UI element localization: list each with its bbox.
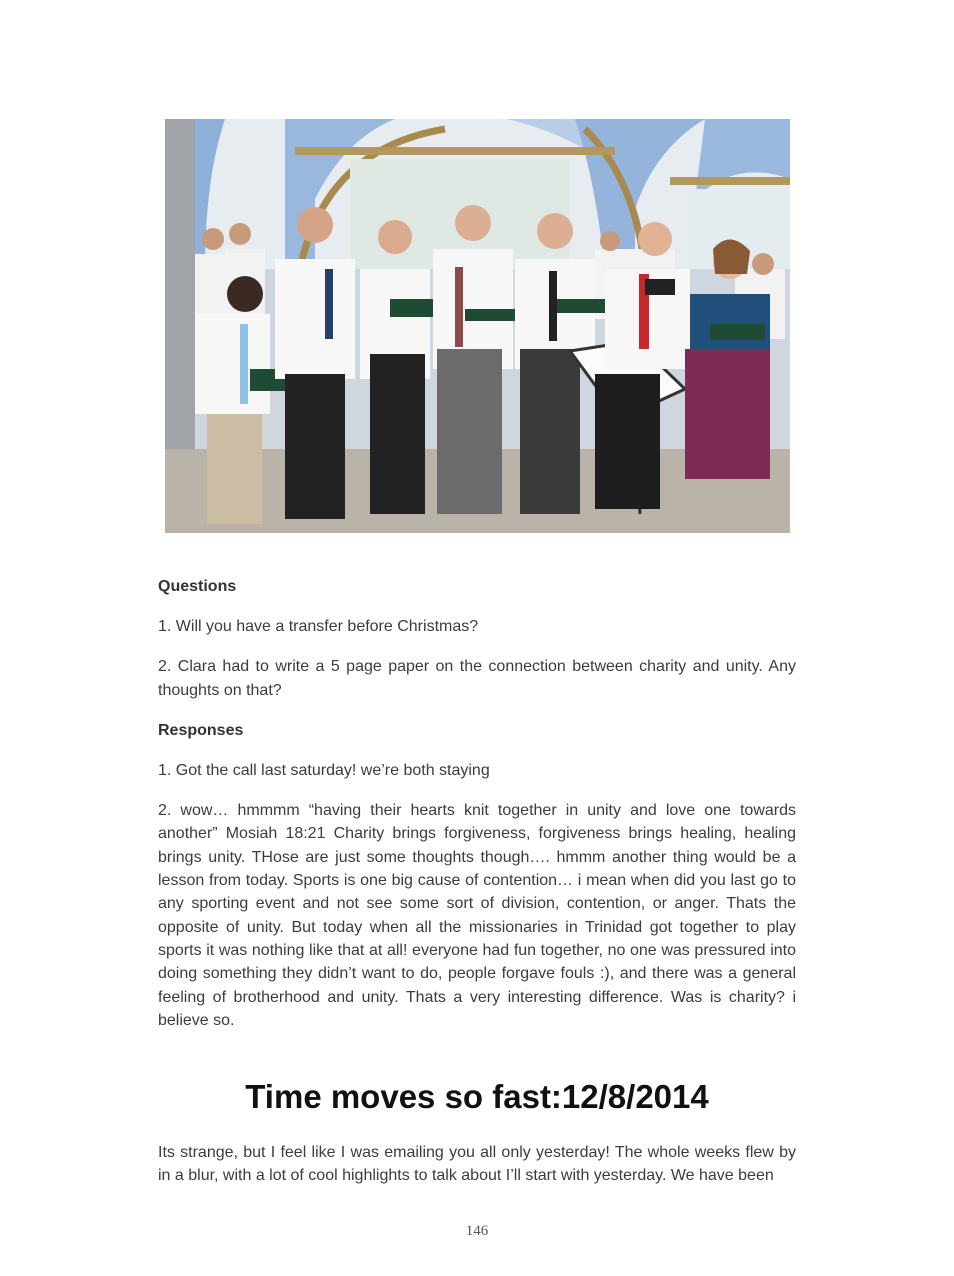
section-title: Time moves so fast:12/8/2014 (245, 1078, 709, 1115)
responses-heading: Responses (158, 721, 244, 739)
question-item: 2. Clara had to write a 5 page paper on the connection between charity and unity. Any thoughts on that? (158, 658, 796, 699)
choir-photo (165, 119, 790, 533)
response-item: 2. wow… hmmmm “having their hearts knit together in unity and love one towards another” Mosiah 18:21 Charity brings forgiveness, forgiveness brings healing, healing brings unity. THose are just some thoughts though…. hmmm another thing would be a lesson from today. Sports is one big cause of contention… i mean when did you last go to any sporting event and not see some sort of division, contention, or anger. Thats the opposite of unity. But today when all the missionaries in Trinidad got together to play sports it was nothing like that at all! everyone had fun together, no one was pressured into doing something they didn’t want to do, people forgave fouls :), and there was a general feeling of brotherhood and unity. Thats a very interesting difference. Was is charity? i believe so. (158, 802, 796, 1029)
response-item: 1. Got the call last saturday! we’re both staying (158, 761, 490, 779)
section-body (158, 1141, 796, 1205)
page-number: 146 (465, 1223, 489, 1239)
section-paragraph: Its strange, but I feel like I was emailing you all only yesterday! The whole weeks flew by in a blur, with a lot of cool highlights to talk about I’ll start with yesterday. We have been (158, 1144, 796, 1185)
qa-section (158, 575, 796, 1049)
question-item: 1. Will you have a transfer before Christmas? (158, 618, 479, 635)
questions-heading: Questions (158, 578, 237, 595)
